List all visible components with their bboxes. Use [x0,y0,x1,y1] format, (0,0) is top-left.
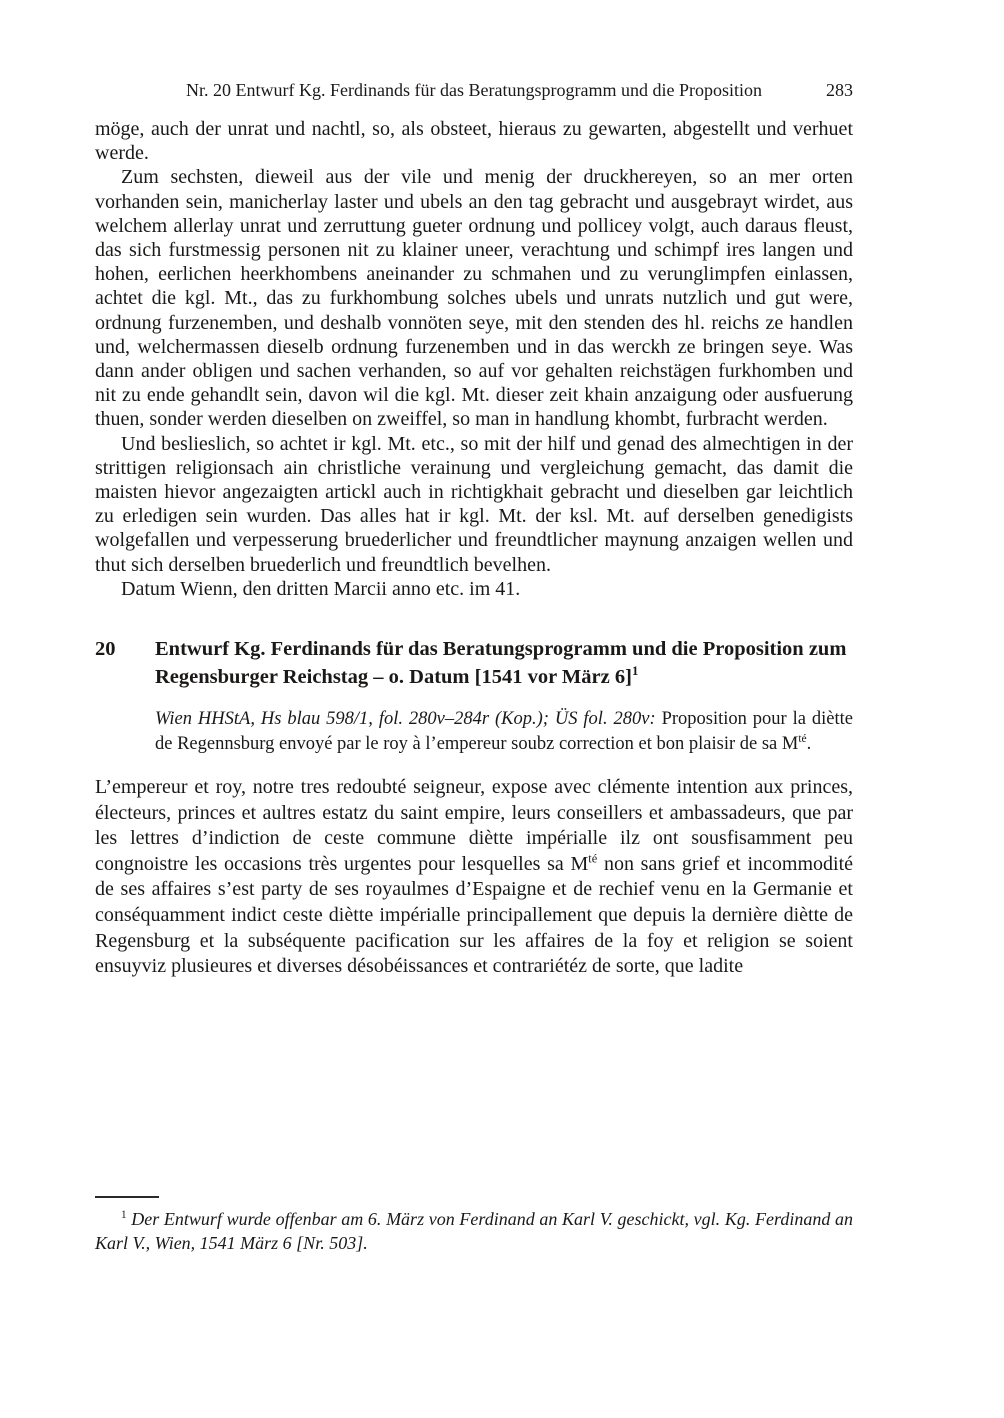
document-heading [95,635,853,691]
document-number: 20 [95,638,116,661]
footnote-reference-mark: 1 [631,664,639,679]
running-header-title: Nr. 20 Entwurf Kg. Ferdinands für das Beratungsprogramm und die Proposition [186,80,762,100]
source-title-text: Proposition pour la diètte de Regennsburg envoyé par le roy à l’empereur soubz correction et bon plaisir de sa M [155,709,854,754]
footnote-area [95,1196,853,1255]
body-paragraph: Und beslieslich, so achtet ir kgl. Mt. etc., so mit der hilf und genad des almechtigen in der strittigen religionsach ain christliche verainung und vergleichung gemacht, das damit die maisten hievor angezaigten artickl auch in richtigkhait gebracht und dieselben gar leichtlich zu erledigen sein wurden. Das alles hat ir kgl. Mt. der ksl. Mt. auf derselben genedigists wolgefallen und verpesserung bruederlicher und freundtlicher maynung anzaigen wellen und thut sich derselben bruederlich und freundtlich bevelhen. [95,432,853,576]
source-title-end: . [806,733,812,754]
document-title-text: Entwurf Kg. Ferdinands für das Beratungsprogramm und die Proposition zum Regensburger Reichstag – o. Datum [1541 vor März 6] [155,638,847,689]
footnote-text: Der Entwurf wurde offenbar am 6. März von Ferdinand an Karl V. geschickt, vgl. Kg. Ferdinand an Karl V., Wien, 1541 März 6 [Nr. 503]. [95,1209,853,1253]
body-paragraph: Datum Wienn, den dritten Marcii anno etc. im 41. [121,577,521,600]
page-number: 283 [826,80,853,100]
majesty-superscript: té [588,851,598,866]
body-paragraph: möge, auch der unrat und nachtl, so, als obsteet, hieraus zu gewarten, abgestellt und verhuet werde. [95,118,853,165]
document-title [155,635,853,691]
majesty-superscript: té [798,732,807,745]
document-body-part2: non sans grief et incommodité de ses affaires s’est party de ses royaulmes d’Espaigne et de rechief venu en la Germanie et conséquamment indict ceste diètte impérialle principallement que depuis la dernière diètte de Regensburg et la subséquente pacification sur les affaires de la foy et religion se soient ensuyviz plusieures et diverses désobéissances et contrariétéz de sorte, que ladite [95,852,853,978]
page-content [95,78,853,980]
body-paragraph: Zum sechsten, dieweil aus der vile und menig der druckhereyen, so an mer orten vorhanden sein, manicherlay laster und ubels an den tag gebracht und ausgebrayt wirdet, aus welchem allerlay unrat und zerruttung gueter ordnung und pollicey volgt, auch daraus fleust, das sich furstmessig personen nit zu klainer uneer, verachtung und schimpf ires langen und hohen, eerlichen heerkhombens aneinander zu schmahen und zu verunglimpfen einlassen, achtet die kgl. Mt., das zu furkhombung solches ubels und unrats nutzlich und gut were, ordnung furzenemben, und deshalb vonnöten seye, mit den stenden des hl. reichs ze handlen und, welchermassen dieselb ordnung furzenemben und in das werckh ze bringen seye. Was dann ander obligen und sachen verhanden, so auf vor gehalten reichstägen furkhomben und nit zu ende gehandlt sein, davon wil die kgl. Mt. dieser zeit khain anzaigung oder ausfuerung thuen, sonder werden dieselben on zweiffel, so man in handlung khombt, furbracht werden. [95,166,853,431]
running-header [95,78,853,102]
document-body-part1: L’empereur et roy, notre tres redoubté seigneur, expose avec clémente intention aux princes, électeurs, princes et aultres estatz du saint empire, leurs conseillers et ambassadeurs, que par les lettres d’indiction de ceste commune diètte impérialle ilz ont sousfisamment peu congnoistre les occasions très urgentes pour lesquelles sa M [95,776,853,875]
document-body-paragraph [95,775,853,980]
footnote-number: 1 [121,1209,127,1221]
source-archive-reference: Wien HHStA, Hs blau 598/1, fol. 280v–284r (Kop.); ÜS fol. 280v: [155,709,656,730]
footnote [95,1207,853,1255]
source-note [155,707,853,756]
footnote-rule [95,1196,159,1198]
